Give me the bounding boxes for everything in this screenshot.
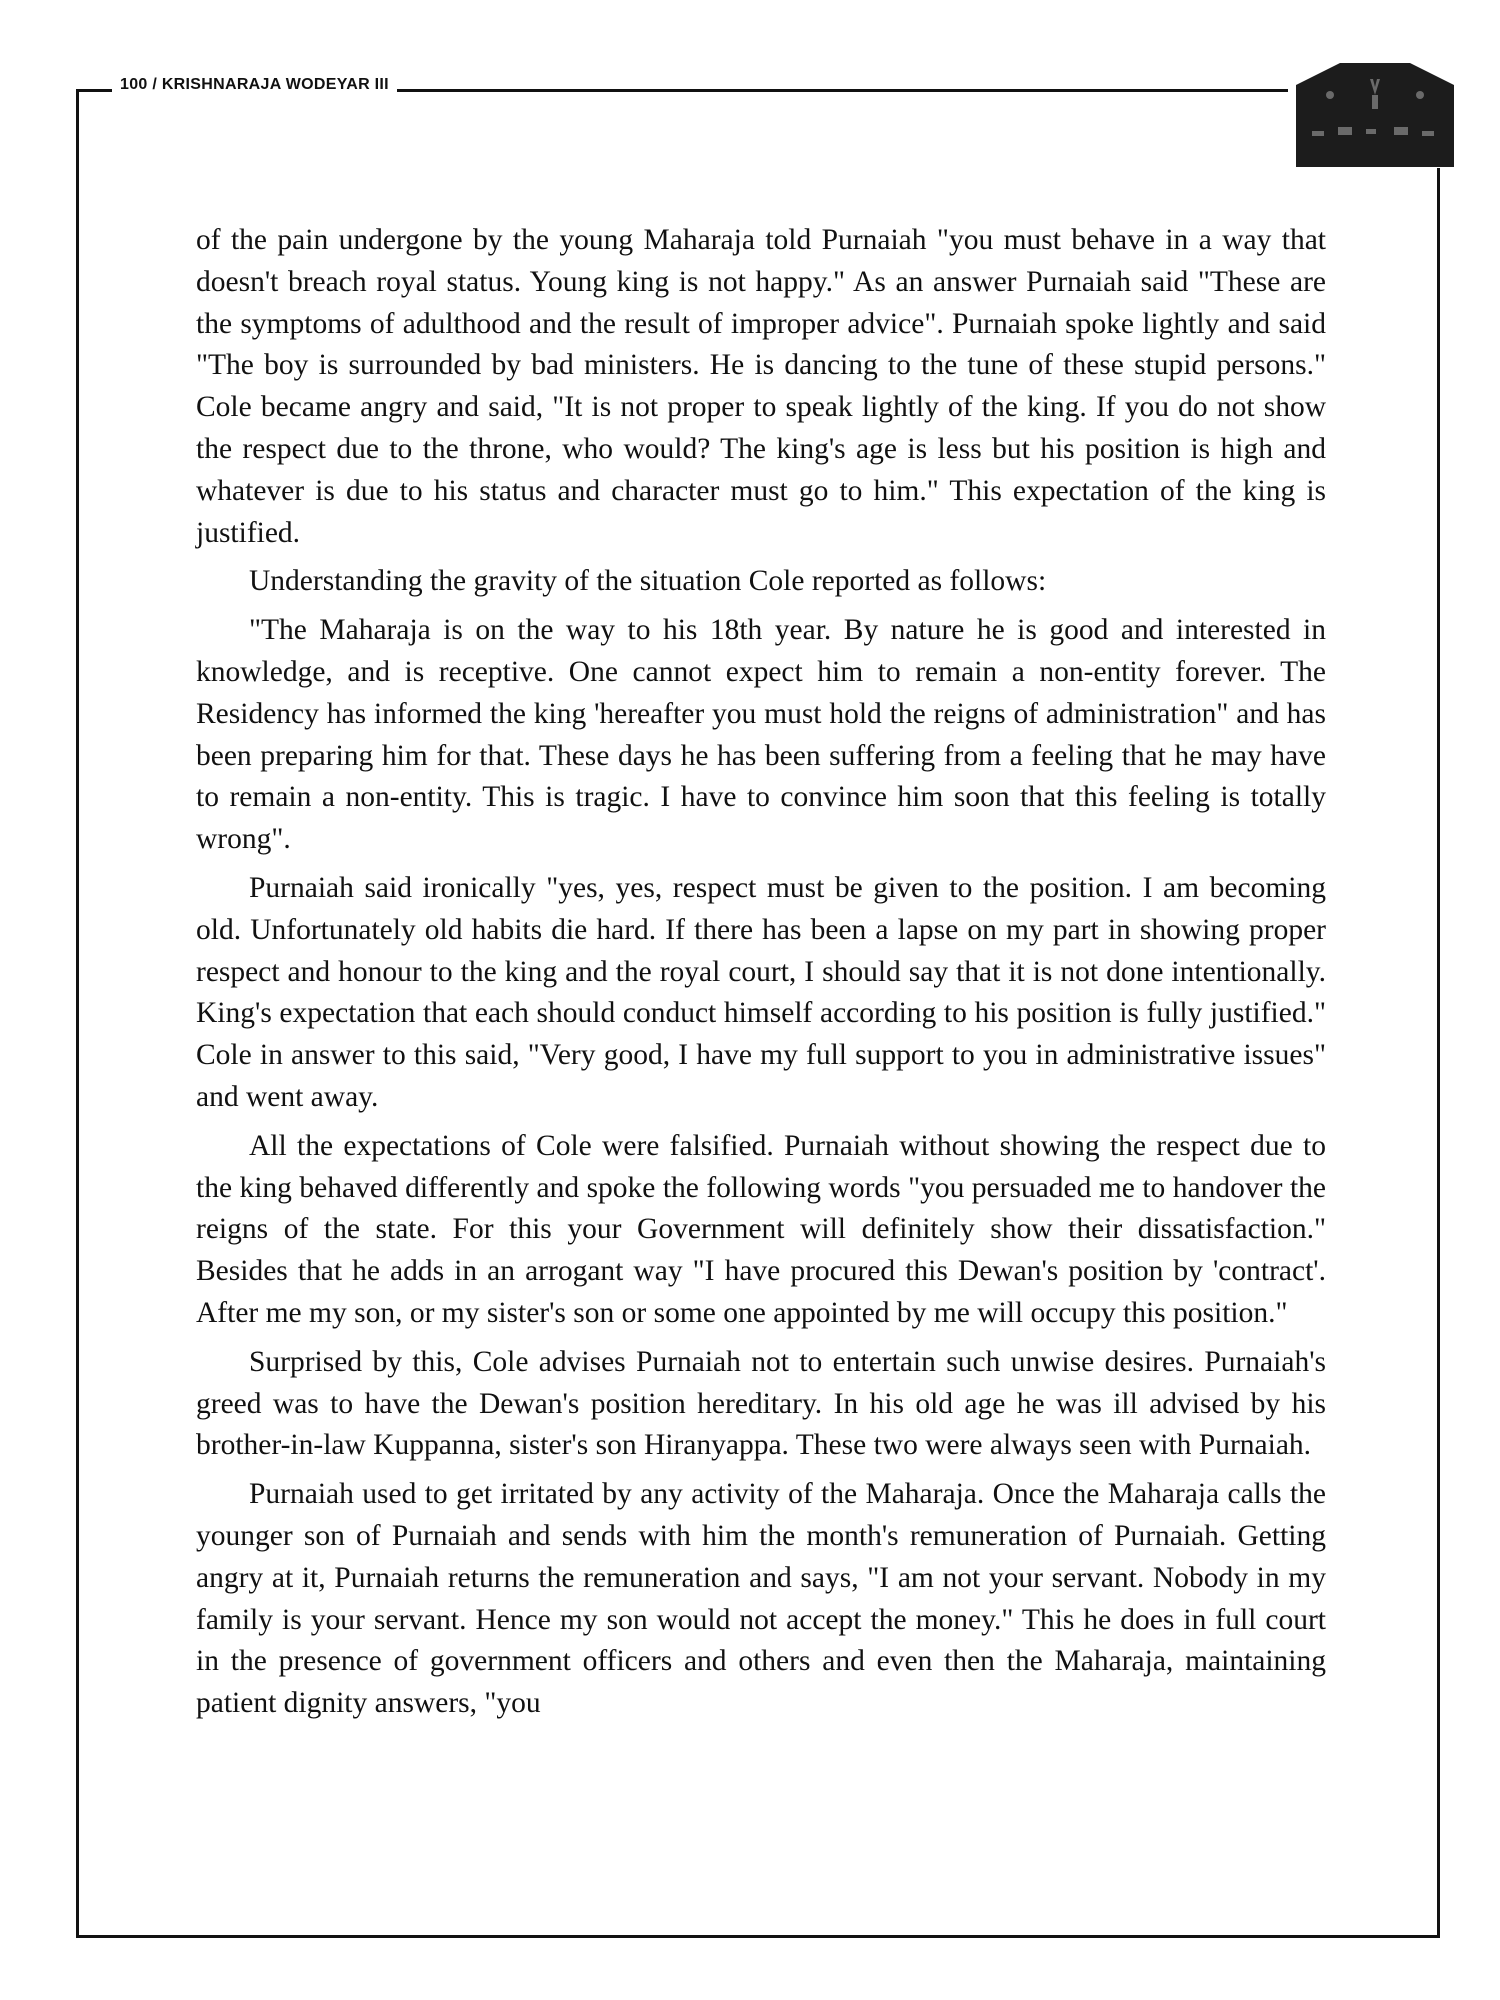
page-frame-left bbox=[76, 89, 79, 1937]
page-frame-right bbox=[1437, 168, 1440, 1938]
paragraph: "The Maharaja is on the way to his 18th year. By nature he is good and interested in knowledge, and is receptive. One cannot expect him to remain a non-entity forever. The Residency has informed the king 'hereafter you must hold the reigns of administration" and has been preparing him for that. These days he has been suffering from a feeling that he may have to remain a non-entity. This is tragic. I have to convince him soon that this feeling is totally wrong". bbox=[196, 614, 1326, 856]
paragraph: Surprised by this, Cole advises Purnaiah not to entertain such unwise desires. Purnaiah's greed was to have the Dewan's position hereditary. In his old age he was ill advised by his brother-in-law Kuppanna, sister's son Hiranyappa. These two were always seen with Purnaiah. bbox=[196, 1345, 1326, 1462]
paragraph: Purnaiah used to get irritated by any activity of the Maharaja. Once the Maharaja calls the younger son of Purnaiah and sends with him the month's remuneration of Purnaiah. Getting angry at it, Purnaiah returns the remuneration and says, "I am not your servant. Nobody in my family is your servant. Hence my son would not accept the money." This he does in full court in the presence of government officers and others and even then the Maharaja, maintaining patient dignity answers, "you bbox=[196, 1478, 1326, 1720]
paragraph: of the pain undergone by the young Maharaja told Purnaiah "you must behave in a way that doesn't breach royal status. Young king is not happy." As an answer Purnaiah said "These are the symptoms of adulthood and the result of improper advice". Purnaiah spoke lightly and said "The boy is surrounded by bad ministers. He is dancing to the tune of these stupid persons." Cole became angry and said, "It is not proper to speak lightly of the king. If you do not show the respect due to the throne, who would? The king's age is less but his position is high and whatever is due to his status and character must go to him." This expectation of the king is justified. bbox=[196, 224, 1326, 549]
royal-emblem-icon bbox=[1290, 55, 1460, 170]
paragraph: Purnaiah said ironically "yes, yes, respect must be given to the position. I am becoming old. Unfortunately old habits die hard. If there has been a lapse on my part in showing proper respect and honour to the king and the royal court, I should say that it is not done intentionally. King's expectation that each should conduct himself according to his position is fully justified." Cole in answer to this said, "Very good, I have my full support to you in administrative issues" and went away. bbox=[196, 871, 1326, 1113]
body-text bbox=[196, 220, 1326, 1732]
paragraph: All the expectations of Cole were falsified. Purnaiah without showing the respect due to the king behaved differently and spoke the following words "you persuaded me to handover the reigns of the state. For this your Government will definitely show their dissatisfaction." Besides that he adds in an arrogant way "I have procured this Dewan's position by 'contract'. After me my son, or my sister's son or some one appointed by me will occupy this position." bbox=[196, 1129, 1326, 1329]
page-frame-bottom bbox=[76, 1935, 1439, 1938]
paragraph: Understanding the gravity of the situation Cole reported as follows: bbox=[249, 565, 1047, 598]
running-head: 100 / KRISHNARAJA WODEYAR III bbox=[112, 76, 397, 94]
